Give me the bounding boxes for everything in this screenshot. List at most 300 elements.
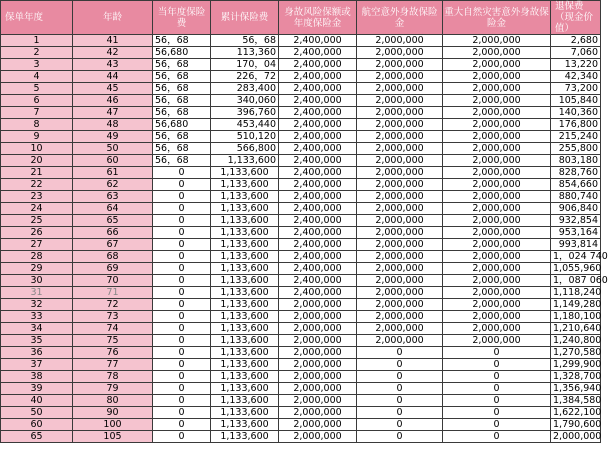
cell-surrender-value: 803,180 (551, 155, 601, 167)
cell-cumulative-premium: 1,133,600 (211, 323, 279, 335)
table-row (1, 191, 601, 203)
cell-age: 67 (73, 239, 153, 251)
cell-death-benefit: 2,400,000 (279, 47, 357, 59)
cell-age: 63 (73, 191, 153, 203)
cell-policy-year: 20 (1, 155, 73, 167)
cell-death-benefit: 2,000,000 (279, 371, 357, 383)
table-row (1, 59, 601, 71)
cell-aviation-benefit: 2,000,000 (357, 155, 443, 167)
cell-policy-year: 30 (1, 275, 73, 287)
cell-aviation-benefit: 0 (357, 383, 443, 395)
table-row (1, 107, 601, 119)
table-row (1, 395, 601, 407)
cell-surrender-value: 1,055,960 (551, 263, 601, 275)
table-row (1, 335, 601, 347)
table-row (1, 407, 601, 419)
cell-policy-year: 2 (1, 47, 73, 59)
table-row (1, 47, 601, 59)
cell-policy-year: 8 (1, 119, 73, 131)
cell-age: 44 (73, 71, 153, 83)
cell-annual-premium: 0 (153, 179, 211, 191)
cell-surrender-value: 1,328,700 (551, 371, 601, 383)
cell-policy-year: 7 (1, 107, 73, 119)
cell-cumulative-premium: 1,133,600 (211, 239, 279, 251)
cell-disaster-benefit: 2,000,000 (443, 95, 551, 107)
cell-cumulative-premium: 1,133,600 (211, 179, 279, 191)
cell-age: 49 (73, 131, 153, 143)
cell-surrender-value: 2,680 (551, 35, 601, 47)
cell-surrender-value: 1,240,800 (551, 335, 601, 347)
cell-disaster-benefit: 2,000,000 (443, 323, 551, 335)
cell-aviation-benefit: 2,000,000 (357, 107, 443, 119)
cell-cumulative-premium: 283,400 (211, 83, 279, 95)
cell-surrender-value: 73,200 (551, 83, 601, 95)
table-header-row (1, 1, 601, 35)
cell-annual-premium: 56，68 (153, 71, 211, 83)
cell-aviation-benefit: 2,000,000 (357, 239, 443, 251)
cell-surrender-value: 854,660 (551, 179, 601, 191)
cell-disaster-benefit: 2,000,000 (443, 251, 551, 263)
cell-disaster-benefit: 0 (443, 407, 551, 419)
cell-policy-year: 27 (1, 239, 73, 251)
cell-policy-year: 3 (1, 59, 73, 71)
cell-aviation-benefit: 2,000,000 (357, 35, 443, 47)
cell-disaster-benefit: 0 (443, 395, 551, 407)
table-row (1, 143, 601, 155)
table-row (1, 95, 601, 107)
table-row (1, 179, 601, 191)
cell-policy-year: 4 (1, 71, 73, 83)
cell-disaster-benefit: 2,000,000 (443, 167, 551, 179)
cell-policy-year: 31 (1, 287, 73, 299)
cell-age: 105 (73, 431, 153, 443)
cell-cumulative-premium: 1,133,600 (211, 311, 279, 323)
cell-surrender-value: 13,220 (551, 59, 601, 71)
cell-death-benefit: 2,400,000 (279, 203, 357, 215)
cell-aviation-benefit: 0 (357, 371, 443, 383)
cell-cumulative-premium: 1,133,600 (211, 407, 279, 419)
cell-annual-premium: 0 (153, 395, 211, 407)
table-row (1, 383, 601, 395)
header-annual-premium: 当年度保险费 (153, 1, 211, 35)
cell-age: 68 (73, 251, 153, 263)
cell-policy-year: 22 (1, 179, 73, 191)
cell-annual-premium: 0 (153, 275, 211, 287)
cell-annual-premium: 0 (153, 215, 211, 227)
header-surrender-value: 退保费（现金价值） (551, 1, 601, 35)
cell-aviation-benefit: 2,000,000 (357, 203, 443, 215)
cell-death-benefit: 2,000,000 (279, 431, 357, 443)
cell-disaster-benefit: 0 (443, 383, 551, 395)
cell-policy-year: 32 (1, 299, 73, 311)
table-row (1, 83, 601, 95)
cell-annual-premium: 0 (153, 323, 211, 335)
cell-policy-year: 25 (1, 215, 73, 227)
cell-aviation-benefit: 2,000,000 (357, 215, 443, 227)
cell-annual-premium: 0 (153, 383, 211, 395)
cell-policy-year: 10 (1, 143, 73, 155)
cell-surrender-value: 1,622,100 (551, 407, 601, 419)
table-row (1, 287, 601, 299)
table-row (1, 227, 601, 239)
cell-disaster-benefit: 2,000,000 (443, 227, 551, 239)
cell-death-benefit: 2,400,000 (279, 107, 357, 119)
cell-aviation-benefit: 0 (357, 395, 443, 407)
cell-aviation-benefit: 2,000,000 (357, 47, 443, 59)
cell-policy-year: 1 (1, 35, 73, 47)
cell-death-benefit: 2,400,000 (279, 191, 357, 203)
cell-aviation-benefit: 2,000,000 (357, 335, 443, 347)
cell-aviation-benefit: 2,000,000 (357, 83, 443, 95)
header-aviation-accident-benefit: 航空意外身故保险金 (357, 1, 443, 35)
cell-aviation-benefit: 2,000,000 (357, 311, 443, 323)
cell-age: 70 (73, 275, 153, 287)
cell-surrender-value: 1,356,940 (551, 383, 601, 395)
cell-death-benefit: 2,400,000 (279, 239, 357, 251)
cell-aviation-benefit: 2,000,000 (357, 71, 443, 83)
cell-death-benefit: 2,000,000 (279, 359, 357, 371)
cell-cumulative-premium: 1,133,600 (211, 191, 279, 203)
cell-death-benefit: 2,000,000 (279, 347, 357, 359)
cell-annual-premium: 0 (153, 407, 211, 419)
cell-aviation-benefit: 0 (357, 431, 443, 443)
cell-aviation-benefit: 2,000,000 (357, 95, 443, 107)
cell-disaster-benefit: 2,000,000 (443, 287, 551, 299)
cell-death-benefit: 2,000,000 (279, 407, 357, 419)
cell-age: 74 (73, 323, 153, 335)
cell-surrender-value: 7,060 (551, 47, 601, 59)
table-row (1, 431, 601, 443)
cell-surrender-value: 906,840 (551, 203, 601, 215)
cell-surrender-value: 42,340 (551, 71, 601, 83)
cell-death-benefit: 2,400,000 (279, 155, 357, 167)
cell-aviation-benefit: 2,000,000 (357, 119, 443, 131)
cell-surrender-value: 1,790,600 (551, 419, 601, 431)
cell-disaster-benefit: 0 (443, 359, 551, 371)
cell-disaster-benefit: 0 (443, 347, 551, 359)
cell-policy-year: 50 (1, 407, 73, 419)
cell-surrender-value: 953,164 (551, 227, 601, 239)
cell-disaster-benefit: 2,000,000 (443, 143, 551, 155)
table-row (1, 35, 601, 47)
cell-cumulative-premium: 1,133,600 (211, 215, 279, 227)
cell-annual-premium: 56，68 (153, 83, 211, 95)
cell-age: 76 (73, 347, 153, 359)
cell-cumulative-premium: 1,133,600 (211, 347, 279, 359)
cell-disaster-benefit: 0 (443, 371, 551, 383)
cell-cumulative-premium: 566,800 (211, 143, 279, 155)
cell-policy-year: 9 (1, 131, 73, 143)
table-row (1, 359, 601, 371)
cell-cumulative-premium: 226，72 (211, 71, 279, 83)
cell-annual-premium: 56，68 (153, 35, 211, 47)
cell-disaster-benefit: 2,000,000 (443, 239, 551, 251)
cell-death-benefit: 2,400,000 (279, 275, 357, 287)
cell-policy-year: 34 (1, 323, 73, 335)
cell-death-benefit: 2,400,000 (279, 35, 357, 47)
cell-surrender-value: 1，087 060 (551, 275, 601, 287)
header-policy-year: 保单年度 (1, 1, 73, 35)
header-age: 年龄 (73, 1, 153, 35)
cell-death-benefit: 2,000,000 (279, 335, 357, 347)
cell-disaster-benefit: 2,000,000 (443, 263, 551, 275)
cell-cumulative-premium: 1,133,600 (211, 335, 279, 347)
cell-annual-premium: 0 (153, 371, 211, 383)
cell-surrender-value: 828,760 (551, 167, 601, 179)
cell-age: 90 (73, 407, 153, 419)
cell-disaster-benefit: 2,000,000 (443, 155, 551, 167)
cell-surrender-value: 1,149,280 (551, 299, 601, 311)
table-row (1, 167, 601, 179)
cell-annual-premium: 0 (153, 335, 211, 347)
cell-death-benefit: 2,400,000 (279, 119, 357, 131)
cell-annual-premium: 56，68 (153, 143, 211, 155)
cell-aviation-benefit: 2,000,000 (357, 179, 443, 191)
cell-annual-premium: 0 (153, 359, 211, 371)
cell-age: 64 (73, 203, 153, 215)
cell-annual-premium: 0 (153, 263, 211, 275)
cell-cumulative-premium: 1,133,600 (211, 167, 279, 179)
table-row (1, 347, 601, 359)
cell-surrender-value: 880,740 (551, 191, 601, 203)
cell-death-benefit: 2,400,000 (279, 131, 357, 143)
cell-death-benefit: 2,000,000 (279, 323, 357, 335)
table-row (1, 263, 601, 275)
cell-surrender-value: 993,814 (551, 239, 601, 251)
cell-cumulative-premium: 1,133,600 (211, 203, 279, 215)
cell-annual-premium: 0 (153, 419, 211, 431)
cell-aviation-benefit: 2,000,000 (357, 251, 443, 263)
cell-cumulative-premium: 1,133,600 (211, 371, 279, 383)
cell-policy-year: 5 (1, 83, 73, 95)
cell-aviation-benefit: 2,000,000 (357, 299, 443, 311)
table-row (1, 275, 601, 287)
cell-cumulative-premium: 1,133,600 (211, 287, 279, 299)
cell-disaster-benefit: 2,000,000 (443, 107, 551, 119)
table-row (1, 155, 601, 167)
cell-age: 66 (73, 227, 153, 239)
cell-annual-premium: 0 (153, 431, 211, 443)
cell-surrender-value: 140,360 (551, 107, 601, 119)
cell-aviation-benefit: 0 (357, 407, 443, 419)
cell-age: 80 (73, 395, 153, 407)
cell-disaster-benefit: 2,000,000 (443, 299, 551, 311)
cell-disaster-benefit: 2,000,000 (443, 335, 551, 347)
cell-surrender-value: 215,240 (551, 131, 601, 143)
cell-death-benefit: 2,000,000 (279, 299, 357, 311)
cell-death-benefit: 2,400,000 (279, 179, 357, 191)
cell-cumulative-premium: 1,133,600 (211, 419, 279, 431)
cell-age: 79 (73, 383, 153, 395)
cell-annual-premium: 56，68 (153, 95, 211, 107)
cell-surrender-value: 1,299,900 (551, 359, 601, 371)
cell-surrender-value: 1,384,580 (551, 395, 601, 407)
cell-policy-year: 23 (1, 191, 73, 203)
cell-death-benefit: 2,400,000 (279, 263, 357, 275)
cell-annual-premium: 0 (153, 251, 211, 263)
cell-annual-premium: 0 (153, 299, 211, 311)
cell-death-benefit: 2,400,000 (279, 167, 357, 179)
cell-age: 43 (73, 59, 153, 71)
cell-policy-year: 65 (1, 431, 73, 443)
cell-annual-premium: 56,680 (153, 47, 211, 59)
cell-age: 65 (73, 215, 153, 227)
table-row (1, 299, 601, 311)
cell-annual-premium: 56，68 (153, 107, 211, 119)
cell-disaster-benefit: 2,000,000 (443, 215, 551, 227)
cell-disaster-benefit: 2,000,000 (443, 311, 551, 323)
cell-age: 72 (73, 299, 153, 311)
table-row (1, 71, 601, 83)
cell-annual-premium: 0 (153, 167, 211, 179)
cell-age: 41 (73, 35, 153, 47)
table-row (1, 239, 601, 251)
cell-age: 62 (73, 179, 153, 191)
cell-annual-premium: 0 (153, 203, 211, 215)
cell-death-benefit: 2,400,000 (279, 71, 357, 83)
cell-cumulative-premium: 1,133,600 (211, 251, 279, 263)
cell-age: 100 (73, 419, 153, 431)
cell-aviation-benefit: 2,000,000 (357, 167, 443, 179)
header-death-benefit: 身故风险保额或年度保险金 (279, 1, 357, 35)
cell-annual-premium: 56，68 (153, 131, 211, 143)
cell-age: 48 (73, 119, 153, 131)
cell-cumulative-premium: 1,133,600 (211, 155, 279, 167)
cell-disaster-benefit: 2,000,000 (443, 203, 551, 215)
cell-death-benefit: 2,000,000 (279, 383, 357, 395)
cell-cumulative-premium: 1,133,600 (211, 383, 279, 395)
cell-disaster-benefit: 2,000,000 (443, 71, 551, 83)
cell-policy-year: 60 (1, 419, 73, 431)
cell-age: 77 (73, 359, 153, 371)
cell-policy-year: 37 (1, 359, 73, 371)
cell-policy-year: 38 (1, 371, 73, 383)
cell-disaster-benefit: 2,000,000 (443, 275, 551, 287)
table-row (1, 131, 601, 143)
cell-aviation-benefit: 2,000,000 (357, 143, 443, 155)
table-row (1, 119, 601, 131)
cell-death-benefit: 2,400,000 (279, 287, 357, 299)
cell-cumulative-premium: 1,133,600 (211, 431, 279, 443)
cell-surrender-value: 2,000,000 (551, 431, 601, 443)
cell-disaster-benefit: 2,000,000 (443, 47, 551, 59)
cell-cumulative-premium: 1,133,600 (211, 227, 279, 239)
cell-annual-premium: 56,680 (153, 119, 211, 131)
cell-surrender-value: 255,800 (551, 143, 601, 155)
cell-surrender-value: 176,800 (551, 119, 601, 131)
cell-policy-year: 6 (1, 95, 73, 107)
cell-surrender-value: 1,118,240 (551, 287, 601, 299)
cell-cumulative-premium: 510,120 (211, 131, 279, 143)
table-row (1, 203, 601, 215)
header-natural-disaster-benefit: 重大自然灾害意外身故保险金 (443, 1, 551, 35)
cell-annual-premium: 56，68 (153, 155, 211, 167)
cell-death-benefit: 2,000,000 (279, 419, 357, 431)
cell-cumulative-premium: 1,133,600 (211, 299, 279, 311)
cell-age: 42 (73, 47, 153, 59)
cell-cumulative-premium: 396,760 (211, 107, 279, 119)
cell-age: 50 (73, 143, 153, 155)
cell-cumulative-premium: 453,440 (211, 119, 279, 131)
cell-annual-premium: 0 (153, 227, 211, 239)
cell-cumulative-premium: 340,060 (211, 95, 279, 107)
cell-age: 78 (73, 371, 153, 383)
cell-death-benefit: 2,400,000 (279, 143, 357, 155)
cell-surrender-value: 932,854 (551, 215, 601, 227)
cell-policy-year: 40 (1, 395, 73, 407)
cell-age: 60 (73, 155, 153, 167)
cell-death-benefit: 2,000,000 (279, 395, 357, 407)
cell-annual-premium: 0 (153, 287, 211, 299)
cell-death-benefit: 2,400,000 (279, 251, 357, 263)
cell-aviation-benefit: 2,000,000 (357, 131, 443, 143)
cell-policy-year: 26 (1, 227, 73, 239)
cell-aviation-benefit: 2,000,000 (357, 275, 443, 287)
cell-annual-premium: 0 (153, 347, 211, 359)
cell-aviation-benefit: 0 (357, 347, 443, 359)
header-cumulative-premium: 累计保险费 (211, 1, 279, 35)
cell-disaster-benefit: 2,000,000 (443, 131, 551, 143)
cell-aviation-benefit: 0 (357, 359, 443, 371)
cell-disaster-benefit: 2,000,000 (443, 83, 551, 95)
table-row (1, 419, 601, 431)
cell-policy-year: 28 (1, 251, 73, 263)
table-row (1, 215, 601, 227)
cell-policy-year: 36 (1, 347, 73, 359)
cell-surrender-value: 1,210,640 (551, 323, 601, 335)
cell-cumulative-premium: 1,133,600 (211, 263, 279, 275)
cell-age: 75 (73, 335, 153, 347)
cell-disaster-benefit: 2,000,000 (443, 191, 551, 203)
cell-aviation-benefit: 2,000,000 (357, 227, 443, 239)
cell-policy-year: 24 (1, 203, 73, 215)
table-row (1, 311, 601, 323)
table-row (1, 371, 601, 383)
cell-cumulative-premium: 1,133,600 (211, 395, 279, 407)
cell-disaster-benefit: 2,000,000 (443, 35, 551, 47)
cell-age: 47 (73, 107, 153, 119)
cell-surrender-value: 1,180,100 (551, 311, 601, 323)
table-row (1, 251, 601, 263)
cell-death-benefit: 2,400,000 (279, 83, 357, 95)
cell-death-benefit: 2,400,000 (279, 95, 357, 107)
cell-cumulative-premium: 1,133,600 (211, 359, 279, 371)
cell-annual-premium: 0 (153, 311, 211, 323)
cell-cumulative-premium: 170，04 (211, 59, 279, 71)
cell-age: 71 (73, 287, 153, 299)
cell-age: 69 (73, 263, 153, 275)
cell-surrender-value: 105,840 (551, 95, 601, 107)
cell-aviation-benefit: 2,000,000 (357, 323, 443, 335)
cell-disaster-benefit: 0 (443, 431, 551, 443)
cell-age: 73 (73, 311, 153, 323)
cell-cumulative-premium: 56，68 (211, 35, 279, 47)
cell-death-benefit: 2,400,000 (279, 59, 357, 71)
cell-age: 45 (73, 83, 153, 95)
cell-policy-year: 33 (1, 311, 73, 323)
cell-disaster-benefit: 2,000,000 (443, 119, 551, 131)
cell-surrender-value: 1，024 740 (551, 251, 601, 263)
cell-annual-premium: 56，68 (153, 59, 211, 71)
cell-disaster-benefit: 2,000,000 (443, 59, 551, 71)
cell-age: 61 (73, 167, 153, 179)
cell-aviation-benefit: 0 (357, 419, 443, 431)
cell-disaster-benefit: 0 (443, 419, 551, 431)
cell-annual-premium: 0 (153, 239, 211, 251)
cell-cumulative-premium: 113,360 (211, 47, 279, 59)
cell-aviation-benefit: 2,000,000 (357, 59, 443, 71)
cell-policy-year: 29 (1, 263, 73, 275)
